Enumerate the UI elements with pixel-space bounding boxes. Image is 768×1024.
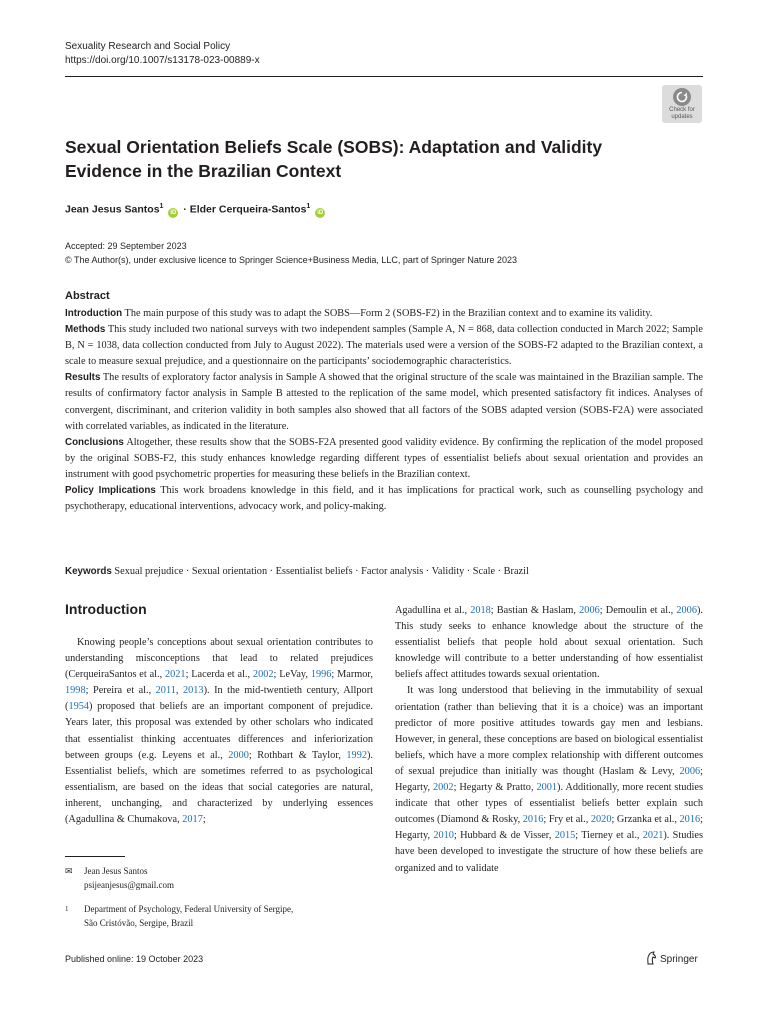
citation-link[interactable]: 2011 <box>155 685 176 697</box>
affiliation-note <box>65 902 293 930</box>
affiliation-line-1: Department of Psychology, Federal University of Sergipe, <box>84 904 294 914</box>
published-date: Published online: 19 October 2023 <box>65 954 204 964</box>
accepted-date: Accepted: 29 September 2023 <box>65 241 187 251</box>
envelope-icon: ✉ <box>65 866 73 876</box>
citation-link[interactable]: 1954 <box>68 701 90 713</box>
contact-name: Jean Jesus Santos <box>84 866 148 876</box>
publisher-logo <box>645 951 698 968</box>
citation-link[interactable]: 2013 <box>182 685 204 697</box>
author-1-affil: 1 <box>159 203 164 210</box>
footnote-rule <box>65 856 125 857</box>
author-list <box>65 203 327 218</box>
author-1-name: Jean Jesus Santos <box>65 203 160 216</box>
affiliation-mark: 1 <box>65 905 69 913</box>
abstract-introduction: Introduction The main purpose of this study was to adapt the SOBS—Form 2 (SOBS-F2) in the Brazilian context and to examine its validity. <box>65 308 653 319</box>
affiliation-line-2: São Cristóvão, Sergipe, Brazil <box>84 918 194 928</box>
citation-link[interactable]: 2002 <box>252 669 274 681</box>
abstract-results: Results The results of exploratory factor analysis in Sample A showed that the original structure of the scale was maintained in the Brazilian sample. The results of confirmatory factor analysis in Sample B attested to the replication of the same model, which presented satisfactory fit indices. Analyses of convergent, discriminant, and criterion validity in both samples also showed that all factors of the SOBS adapted version (SOBS-F2A) were associated with correlated variables, as indicated in the literature. <box>65 372 703 432</box>
check-for-updates-badge[interactable] <box>662 85 702 123</box>
citation-link[interactable]: 2000 <box>228 749 249 761</box>
citation-link[interactable]: 2015 <box>554 830 576 842</box>
citation-link[interactable]: 2006 <box>676 605 697 616</box>
abstract-heading: Abstract <box>65 290 110 302</box>
orcid-icon[interactable]: iD <box>317 209 324 216</box>
publisher-name: Springer <box>660 954 698 965</box>
abstract-policy: Policy Implications This work broadens knowledge in this field, and it has implications for practical work, such as counselling psychology and psychotherapy, educational interventions, advocacy work, and policy-making. <box>65 485 703 513</box>
springer-horse-icon <box>645 951 657 968</box>
journal-header <box>65 40 260 68</box>
citation-link[interactable]: 2020 <box>590 814 612 826</box>
section-title-introduction: Introduction <box>65 601 147 617</box>
citation-link[interactable]: 1992 <box>346 749 367 761</box>
abstract-methods: Methods This study included two national surveys with two independent samples (Sample A, N = 868, data collection conducted in March 2022; Sample B, N = 1038, data collection conducted from July to August 2022). The materials used were a version of the SOBS-F2 adapted to the Brazilian context, a scale to measure sexual prejudice, and a questionnaire on the participants’ sociodemographic characteristics. <box>65 324 703 368</box>
citation-link[interactable]: 1996 <box>310 669 332 681</box>
contact-email[interactable]: psijeanjesus@gmail.com <box>84 880 175 890</box>
corresponding-author-note <box>65 864 174 892</box>
copyright-line: © The Author(s), under exclusive licence to Springer Science+Business Media, LLC, part of Springer Nature 2023 <box>65 254 517 265</box>
citation-link[interactable]: 2010 <box>433 830 454 842</box>
journal-name: Sexuality Research and Social Policy <box>65 41 231 52</box>
doi-link[interactable]: https://doi.org/10.1007/s13178-023-00889-x <box>65 55 260 66</box>
intro-paragraph: Agadullina et al., 2018; Bastian & Haslam, 2006; Demoulin et al., 2006). This study seeks to enhance knowledge about the structure of the essentialist beliefs that people hold about sexual orientation. Such knowledge will contribute to a better understanding of how essentialist beliefs affect attitudes towards sexual orientation. <box>395 605 703 681</box>
citation-link[interactable]: 2001 <box>536 782 558 794</box>
orcid-icon[interactable]: iD <box>170 209 177 216</box>
badge-label-1: Check for <box>669 107 695 113</box>
author-separator: · <box>180 203 190 216</box>
intro-column-left <box>65 635 373 828</box>
intro-paragraph: It was long understood that believing in the immutability of sexual orientation (rather than believing that it is a choice) was an important predictor of more positive attitudes towards gay men and lesbians. However, in general, these conceptions are based on biological essentialist beliefs, which have a more complex relationship with different outcomes of sexual prejudice than initially was thought (Haslam & Levy, 2006; Hegarty, 2002; Hegarty & Pratto, 2001). Additionally, more recent studies indicate that other types of essentialist beliefs better explain such outcomes (Diamond & Rosky, 2016; Fry et al., 2020; Grzanka et al., 2016; Hegarty, 2010; Hubbard & de Visser, 2015; Tierney et al., 2021). Studies have been developed to investigate the structure of how these beliefs are organized and to validate <box>395 685 703 874</box>
author-2-affil: 1 <box>306 203 311 210</box>
author-2-name: Elder Cerqueira-Santos <box>189 203 307 216</box>
refresh-icon <box>673 88 691 106</box>
intro-column-right <box>395 603 703 877</box>
citation-link[interactable]: 1998 <box>65 685 86 697</box>
citation-link[interactable]: 2016 <box>679 814 701 826</box>
citation-link[interactable]: 2021 <box>642 830 664 842</box>
citation-link[interactable]: 2006 <box>679 765 701 777</box>
header-rule <box>65 76 703 77</box>
abstract-conclusions: Conclusions Altogether, these results show that the SOBS-F2A presented good validity evidence. By confirming the replication of the model proposed by the original SOBS-F2, this study enhances knowledge regarding different types of essentialist beliefs about sexual orientation and provides an instrument with good psychometric properties for measuring these beliefs in the Brazilian context. <box>65 436 703 480</box>
abstract-body <box>65 306 703 515</box>
citation-link[interactable]: 2021 <box>164 669 186 681</box>
citation-link[interactable]: 2017 <box>182 814 203 826</box>
keywords: Keywords Sexual prejudice · Sexual orientation · Essentialist beliefs · Factor analysis · Validity · Scale · Brazil <box>65 566 529 577</box>
article-meta <box>65 240 517 267</box>
paper-title: Sexual Orientation Beliefs Scale (SOBS): Adaptation and Validity Evidence in the Brazilian Context <box>65 137 603 181</box>
intro-paragraph: Knowing people’s conceptions about sexual orientation contributes to understanding misconceptions that lead to related prejudices (CerqueiraSantos et al., 2021; Lacerda et al., 2002; LeVay, 1996; Marmor, 1998; Pereira et al., 2011, 2013). In the mid-twentieth century, Allport (1954) proposed that beliefs are an important component of prejudice. Years later, this proposal was extended by other scholars who indicated that essentialist thinking accentuates differences and inferiorization between groups (e.g. Leyens et al., 2000; Rothbart & Taylor, 1992). Essentialist beliefs, which are sometimes referred to as psychological essentialism, are based on the ideas that social categories are natural, inherent, unchanging, and characterized by underlying essences (Agadullina & Chumakova, 2017; <box>65 637 373 826</box>
citation-link[interactable]: 2006 <box>579 605 600 616</box>
citation-link[interactable]: 2016 <box>522 814 544 826</box>
badge-label-2: updates <box>671 114 693 120</box>
citation-link[interactable]: 2018 <box>470 605 491 616</box>
citation-link[interactable]: 2002 <box>432 782 454 794</box>
